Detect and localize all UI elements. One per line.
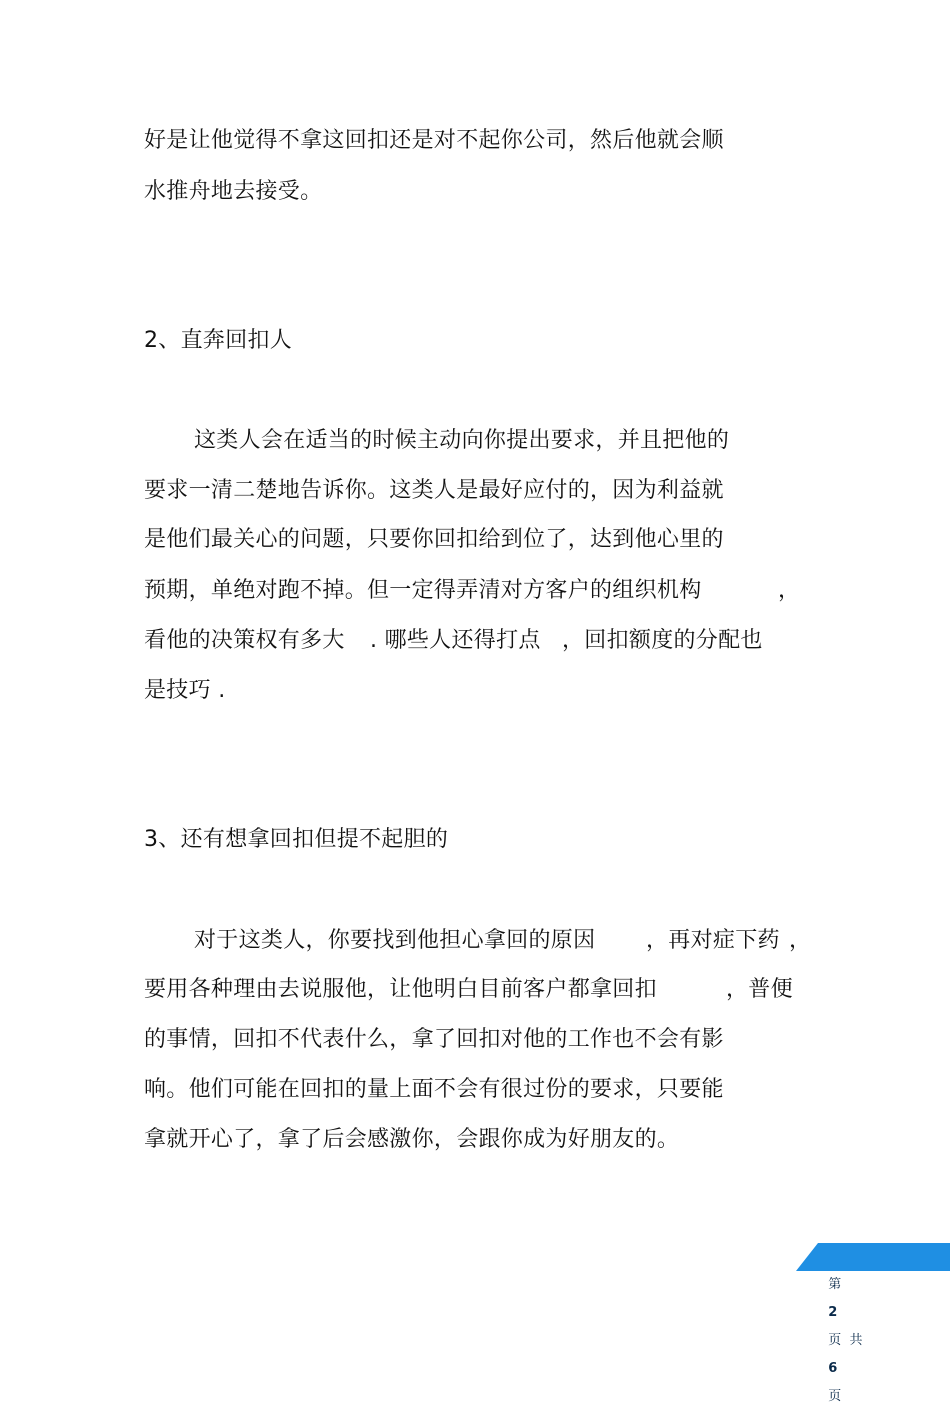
text-line: 对于这类人，你要找到他担心拿回的原因 <box>194 928 596 953</box>
text-line: 拿就开心了，拿了后会感激你，会跟你成为好朋友的。 <box>144 1127 680 1152</box>
text-line: 好是让他觉得不拿这回扣还是对不起你公司，然后他就会顺 <box>144 128 724 153</box>
text-line-fragment: ， <box>789 928 812 953</box>
text-line: 要求一清二楚地告诉你。这类人是最好应付的，因为利益就 <box>144 478 724 503</box>
page-label-mid: 页 共 <box>828 1333 863 1348</box>
text-line: 是他们最关心的问题，只要你回扣给到位了，达到他心里的 <box>144 527 724 552</box>
text-line: 看他的决策权有多大 <box>144 628 345 653</box>
page-number-indicator <box>820 1243 863 1404</box>
text-line-fragment: ， <box>778 578 801 603</box>
text-line-fragment: ，回扣额度的分配也 <box>562 628 763 653</box>
text-line: 这类人会在适当的时候主动向你提出要求，并且把他的 <box>194 428 730 453</box>
text-line: 预期，单绝对跑不掉。但一定得弄清对方客户的组织机构 <box>144 578 702 603</box>
section-heading: 2、直奔回扣人 <box>144 328 293 353</box>
text-line-fragment: . 哪些人还得打点 <box>370 628 541 653</box>
section-heading: 3、还有想拿回扣但提不起胆的 <box>144 827 449 852</box>
current-page-number: 2 <box>828 1305 838 1320</box>
text-line-fragment: ，普便 <box>726 977 793 1002</box>
text-line: 的事情，回扣不代表什么，拿了回扣对他的工作也不会有影 <box>144 1027 724 1052</box>
total-pages-number: 6 <box>828 1361 838 1376</box>
text-line: 响。他们可能在回扣的量上面不会有很过份的要求，只要能 <box>144 1077 724 1102</box>
page-label-suffix: 页 <box>828 1389 842 1404</box>
text-line: 是技巧 . <box>144 678 226 703</box>
text-line-fragment: ，再对症下药 <box>646 928 780 953</box>
text-line: 水推舟地去接受。 <box>144 179 323 204</box>
page-label-prefix: 第 <box>828 1277 842 1292</box>
text-line: 要用各种理由去说服他，让他明白目前客户都拿回扣 <box>144 977 657 1002</box>
